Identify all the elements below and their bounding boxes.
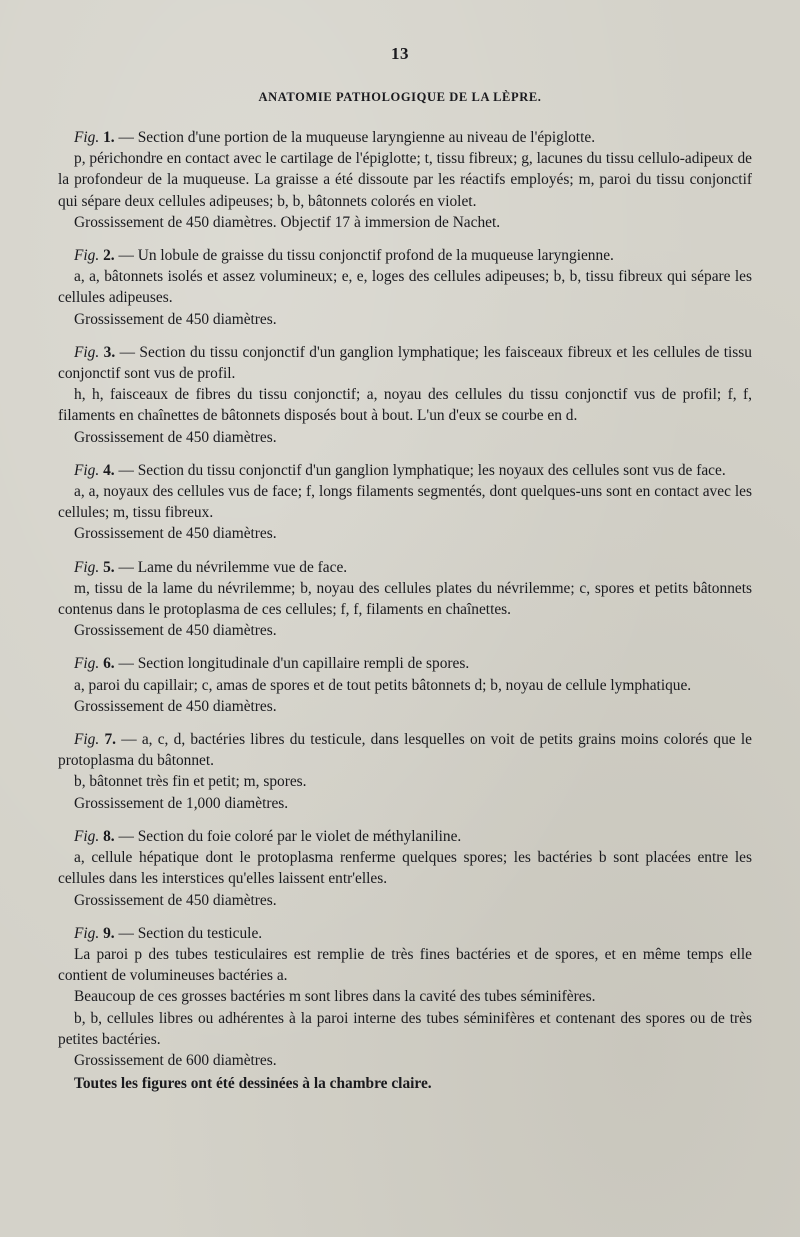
figure-label: Fig. (74, 655, 100, 673)
figure-legend: p, périchondre en contact avec le cartilage de l'épiglotte; t, tissu fibreux; g, lacunes du tissu cellulo-adipeux de la profondeur de la muqueuse. La graisse a été dissoute par les réactifs employés; m, paroi du tissu conjonctif qui sépare deux cellules adipeuses; b, b, bâtonnets colorés en violet. (58, 150, 753, 210)
figure-label: Fig. (74, 827, 100, 845)
figure-magnification: Grossissement de 450 diamètres. (74, 525, 277, 543)
figure-magnification: Grossissement de 450 diamètres. (74, 697, 277, 715)
running-head: ANATOMIE PATHOLOGIQUE DE LA LÈPRE. (258, 90, 542, 104)
figure-caption-text: — Section du tissu conjonctif d'un ganglion lymphatique; les noyaux des cellules sont vus de face. (118, 461, 726, 479)
figure-number: 3. (103, 343, 116, 361)
figure-label: Fig. (74, 343, 100, 361)
figure-magnification: Grossissement de 450 diamètres. (74, 428, 277, 446)
figure-6-entry (58, 653, 752, 717)
figure-caption (58, 342, 752, 384)
figure-label: Fig. (74, 461, 100, 479)
figure-legend: b, b, cellules libres ou adhérentes à la paroi interne des tubes séminifères et contenant des spores ou de très petites bactéries. (58, 1009, 752, 1048)
figure-1-entry (58, 127, 752, 233)
figure-caption (58, 653, 752, 674)
figure-caption-text: — Section du tissu conjonctif d'un ganglion lymphatique; les faisceaux fibreux et les cellules de tissu conjonctif sont vus de profil. (58, 343, 752, 383)
figure-legend: a, a, bâtonnets isolés et assez volumineux; e, e, loges des cellules adipeuses; b, b, tissu fibreux qui sépare les cellules adipeuses. (58, 268, 752, 307)
figure-number: 6. (103, 655, 115, 673)
figure-caption-text: — Un lobule de graisse du tissu conjonctif profond de la muqueuse laryngienne. (118, 247, 614, 265)
figure-caption-text: — Section du foie coloré par le violet de méthylaniline. (118, 827, 462, 845)
figure-legend: Beaucoup de ces grosses bactéries m sont libres dans la cavité des tubes séminifères. (74, 988, 596, 1006)
figure-legend: a, paroi du capillair; c, amas de spores et de tout petits bâtonnets d; b, noyau de cellule lymphatique. (74, 676, 692, 694)
figure-caption (58, 557, 752, 578)
figure-number: 7. (104, 731, 116, 749)
figure-legends (58, 127, 752, 1106)
page-number: 13 (391, 44, 409, 63)
figure-number: 5. (103, 558, 115, 576)
figure-number: 2. (103, 247, 115, 265)
figure-magnification: Grossissement de 450 diamètres. Objectif 17 à immersion de Nachet. (74, 213, 501, 231)
closing-note: Toutes les figures ont été dessinées à la chambre claire. (74, 1075, 432, 1093)
figure-2-entry (58, 245, 752, 330)
figure-legend: m, tissu de la lame du névrilemme; b, noyau des cellules plates du névrilemme; c, spores et petits bâtonnets contenus dans le protoplasma de ces cellules; f, f, filaments en chaînettes. (58, 579, 752, 619)
figure-magnification: Grossissement de 450 diamètres. (74, 622, 277, 640)
figure-magnification: Grossissement de 450 diamètres. (74, 891, 277, 909)
figure-caption-text: — a, c, d, bactéries libres du testicule, dans lesquelles on voit de petits grains moins colorés que le protoplasma du bâtonnet. (58, 731, 752, 770)
figure-magnification: Grossissement de 600 diamètres. (74, 1051, 277, 1069)
figure-label: Fig. (74, 731, 100, 749)
figure-number: 1. (103, 129, 115, 146)
figure-caption (58, 826, 752, 847)
figure-7-entry (58, 729, 752, 814)
figure-label: Fig. (74, 558, 100, 576)
figure-caption-text: — Lame du névrilemme vue de face. (118, 558, 348, 576)
figure-caption-text: — Section longitudinale d'un capillaire rempli de spores. (118, 655, 470, 673)
figure-5-entry (58, 557, 752, 642)
figure-caption-text: — Section d'une portion de la muqueuse laryngienne au niveau de l'épiglotte. (118, 129, 596, 146)
figure-legend: b, bâtonnet très fin et petit; m, spores. (74, 773, 307, 791)
figure-caption (58, 460, 752, 481)
figure-label: Fig. (74, 924, 100, 942)
figure-label: Fig. (74, 247, 100, 265)
figure-3-entry (58, 342, 752, 448)
figure-legend: La paroi p des tubes testiculaires est remplie de très fines bactéries et de spores, et en même temps elle contient de volumineuses bactéries a. (58, 945, 752, 985)
figure-4-entry (58, 460, 752, 545)
figure-8-entry (58, 826, 752, 911)
figure-magnification: Grossissement de 450 diamètres. (74, 310, 277, 328)
figure-caption-text: — Section du testicule. (118, 924, 263, 942)
figure-legend: a, cellule hépatique dont le protoplasma renferme quelques spores; les bactéries b sont placées entre les cellules dans les interstices qu'elles laissent entr'elles. (58, 849, 752, 888)
figure-magnification: Grossissement de 1,000 diamètres. (74, 794, 289, 812)
figure-number: 4. (103, 461, 115, 479)
figure-caption (58, 245, 752, 266)
figure-legend: h, h, faisceaux de fibres du tissu conjonctif; a, noyau des cellules du tissu conjonctif vus de profil; f, f, filaments en chaînettes de bâtonnets disposés bout à bout. L'un d'eux se courbe en d. (58, 386, 752, 425)
figure-number: 9. (103, 924, 115, 942)
figure-caption (58, 127, 752, 148)
figure-label: Fig. (74, 129, 100, 146)
figure-caption (58, 923, 752, 944)
figure-caption (58, 729, 752, 771)
figure-9-entry (58, 923, 752, 1095)
figure-legend: a, a, noyaux des cellules vus de face; f, longs filaments segmentés, dont quelques-uns sont en contact avec les cellules; m, tissu fibreux. (58, 483, 752, 522)
figure-number: 8. (103, 827, 115, 845)
